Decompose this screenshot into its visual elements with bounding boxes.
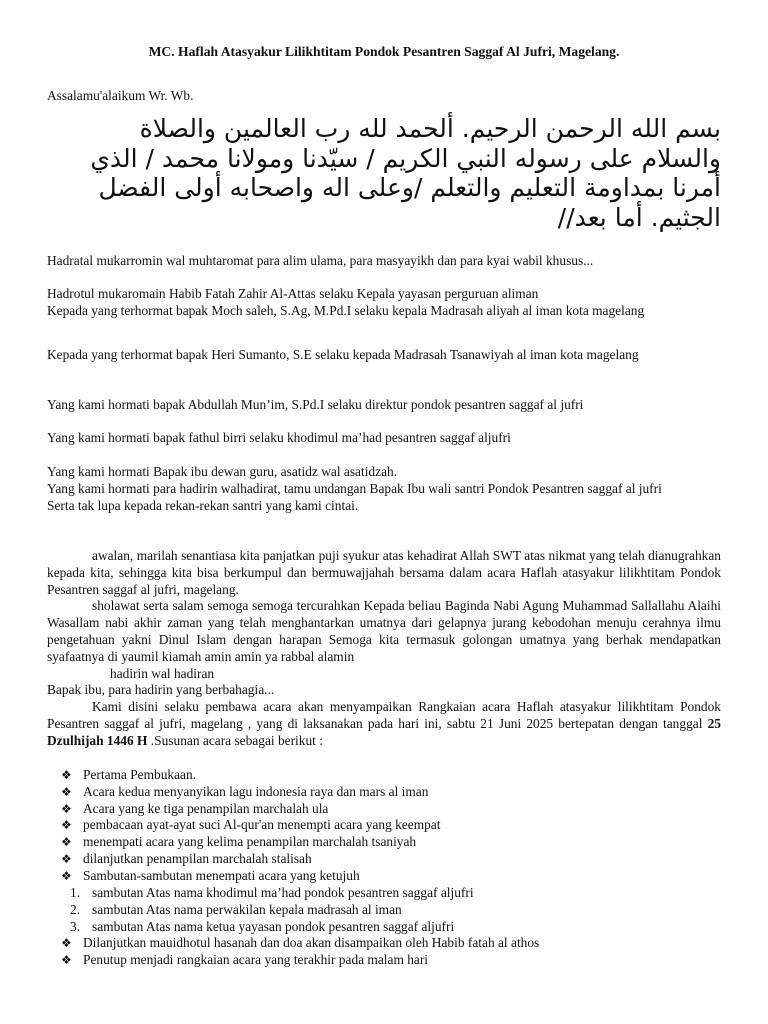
greeting-ulama xyxy=(47,253,721,270)
list-item xyxy=(61,952,539,969)
list-item-text: Acara kedua menyanyikan lagu indonesia raya dan mars al iman xyxy=(83,783,429,799)
list-item-text: Penutup menjadi rangkaian acara yang terakhir pada malam hari xyxy=(83,951,429,967)
greeting-text: Kepada yang terhormat bapak Moch saleh, S.Ag, M.Pd.I selaku kepala Madrasah aliyah al iman kota magelang xyxy=(47,302,645,318)
greeting-text: Kepada yang terhormat bapak Heri Sumanto, S.E selaku kepada Madrasah Tsanawiyah al iman kota magelang xyxy=(47,347,639,362)
list-item-text: Acara yang ke tiga penampilan marchalah ula xyxy=(83,800,329,816)
list-item-text: Dilanjutkan mauidhotul hasanah dan doa akan disampaikan oleh Habib fatah al athos xyxy=(83,935,540,950)
list-item xyxy=(61,834,440,851)
paragraph-sholawat: sholawat serta salam semoga semoga tercurahkan Kepada beliau Baginda Nabi Agung Muhammad Sallallahu Alaihi Wasallam nabi akhir zaman yang telah menghantarkan umatnya dari gelapnya jurang kebodohan menuju cerahnya ilmu pengetahuan yakni Dinul Islam dengan harapan Semoga kita termasuk golongan umatnya yang berhak mendapatkan syafaatnya di yaumil kiamah amin amin ya rabbal alamin xyxy=(47,598,721,664)
item-number: 3. xyxy=(70,918,81,934)
susunan-text-end: .Susunan acara sebagai berikut : xyxy=(147,732,323,748)
list-item-text: dilanjutkan penampilan marchalah stalisah xyxy=(83,850,312,866)
susunan-text: Kami disini selaku pembawa acara akan menyampaikan Rangkaian acara Haflah atasyakur lilikhtitam Pondok Pesantren saggaf al jufri, magelang , yang di laksanakan pada hari ini, sabtu 21 Juni 2025 bertepatan dengan tanggal xyxy=(47,699,721,731)
event-list xyxy=(61,767,440,885)
diamond-star-icon: ❖ xyxy=(61,936,72,950)
list-item xyxy=(61,868,440,885)
numbered-item xyxy=(70,919,474,936)
list-item xyxy=(61,817,440,834)
greeting-direktur xyxy=(47,397,721,414)
numbered-item xyxy=(70,902,474,919)
diamond-star-icon: ❖ xyxy=(61,768,72,782)
body-paragraphs xyxy=(47,548,721,750)
greeting-group-1 xyxy=(47,286,721,320)
list-item-text: Sambutan-sambutan menempati acara yang ketujuh xyxy=(83,867,360,883)
numbered-item-text: sambutan Atas nama perwakilan kepala madrasah al iman xyxy=(92,901,402,917)
item-number: 2. xyxy=(70,901,81,917)
diamond-star-icon: ❖ xyxy=(61,784,72,799)
greeting-text: Yang kami hormati para hadirin walhadirat, tamu undangan Bapak Ibu wali santri Pondok Pesantren saggaf al jufri xyxy=(47,480,662,496)
greeting-group-2 xyxy=(47,464,721,514)
greeting-text: Yang kami hormati bapak fathul birri selaku khodimul ma’had pesantren saggaf aljufri xyxy=(47,430,511,445)
sambutan-list xyxy=(70,885,474,935)
greeting-text: Hadrotul mukaromain Habib Fatah Zahir Al-Attas selaku Kepala yayasan perguruan aliman xyxy=(47,286,539,301)
list-item-text: pembacaan ayat-ayat suci Al-qur'an menempti acara yang keempat xyxy=(83,817,441,833)
arabic-opening: بسم الله الرحمن الرحيم. ألحمد لله رب العالمين والصلاة والسلام على رسوله النبي الكريم / سيّدنا ومولانا محمد / الذي أمرنا بمداومة التعليم والتعلم /وعلى اله واصحابه أولى الفضل الجثيم. أما بعد// xyxy=(90,114,721,232)
greeting-khodim xyxy=(47,430,721,447)
list-item xyxy=(61,851,440,868)
greeting-text: Yang kami hormati bapak Abdullah Mun’im, S.Pd.I selaku direktur pondok pesantren saggaf al jufri xyxy=(47,397,584,412)
greeting-mts xyxy=(47,347,721,364)
list-item-text: menempati acara yang kelima penampilan marchalah tsaniyah xyxy=(83,834,417,850)
item-number: 1. xyxy=(70,885,81,900)
greeting-text: Yang kami hormati Bapak ibu dewan guru, asatidz wal asatidzah. xyxy=(47,464,398,479)
hijri-date: 25 Dzulhijah 1446 H xyxy=(47,715,721,748)
list-item xyxy=(61,935,539,952)
list-item xyxy=(61,767,440,784)
greeting-text: Serta tak lupa kepada rekan-rekan santri yang kami cintai. xyxy=(47,497,359,513)
paragraph-susunan xyxy=(47,699,721,749)
diamond-star-icon: ❖ xyxy=(61,818,72,833)
paragraph-opening: awalan, marilah senantiasa kita panjatkan puji syukur atas kehadirat Allah SWT atas nikmat yang telah dianugrahkan kepada kita, sehingga kita bisa berkumpul dan bermuwajjahah bersama dalam acara Haflah atasyakur lilikhtitam Pondok Pesantren saggaf al jufri, magelang. xyxy=(47,548,721,597)
diamond-star-icon: ❖ xyxy=(61,851,72,866)
numbered-item-text: sambutan Atas nama khodimul ma’had pondok pesantren saggaf aljufri xyxy=(92,885,474,900)
paragraph-bapak-ibu: Bapak ibu, para hadirin yang berbahagia... xyxy=(47,682,275,698)
diamond-star-icon: ❖ xyxy=(61,801,72,816)
numbered-item xyxy=(70,885,474,902)
list-item-text: Pertama Pembukaan. xyxy=(83,767,197,782)
list-item xyxy=(61,784,440,801)
diamond-star-icon: ❖ xyxy=(61,868,72,883)
closing-event-list xyxy=(61,935,539,969)
greeting-text: Hadratal mukarromin wal muhtaromat para alim ulama, para masyayikh dan para kyai wabil khusus... xyxy=(47,253,594,268)
diamond-star-icon: ❖ xyxy=(61,835,72,850)
opening-salam: Assalamu'alaikum Wr. Wb. xyxy=(47,88,194,103)
diamond-star-icon: ❖ xyxy=(61,952,72,967)
document-title: MC. Haflah Atasyakur Lilikhtitam Pondok Pesantren Saggaf Al Jufri, Magelang. xyxy=(148,44,620,59)
numbered-item-text: sambutan Atas nama ketua yayasan pondok pesantren saggaf aljufri xyxy=(92,918,455,934)
list-item xyxy=(61,801,440,818)
paragraph-hadirin: hadirin wal hadiran xyxy=(110,665,215,681)
